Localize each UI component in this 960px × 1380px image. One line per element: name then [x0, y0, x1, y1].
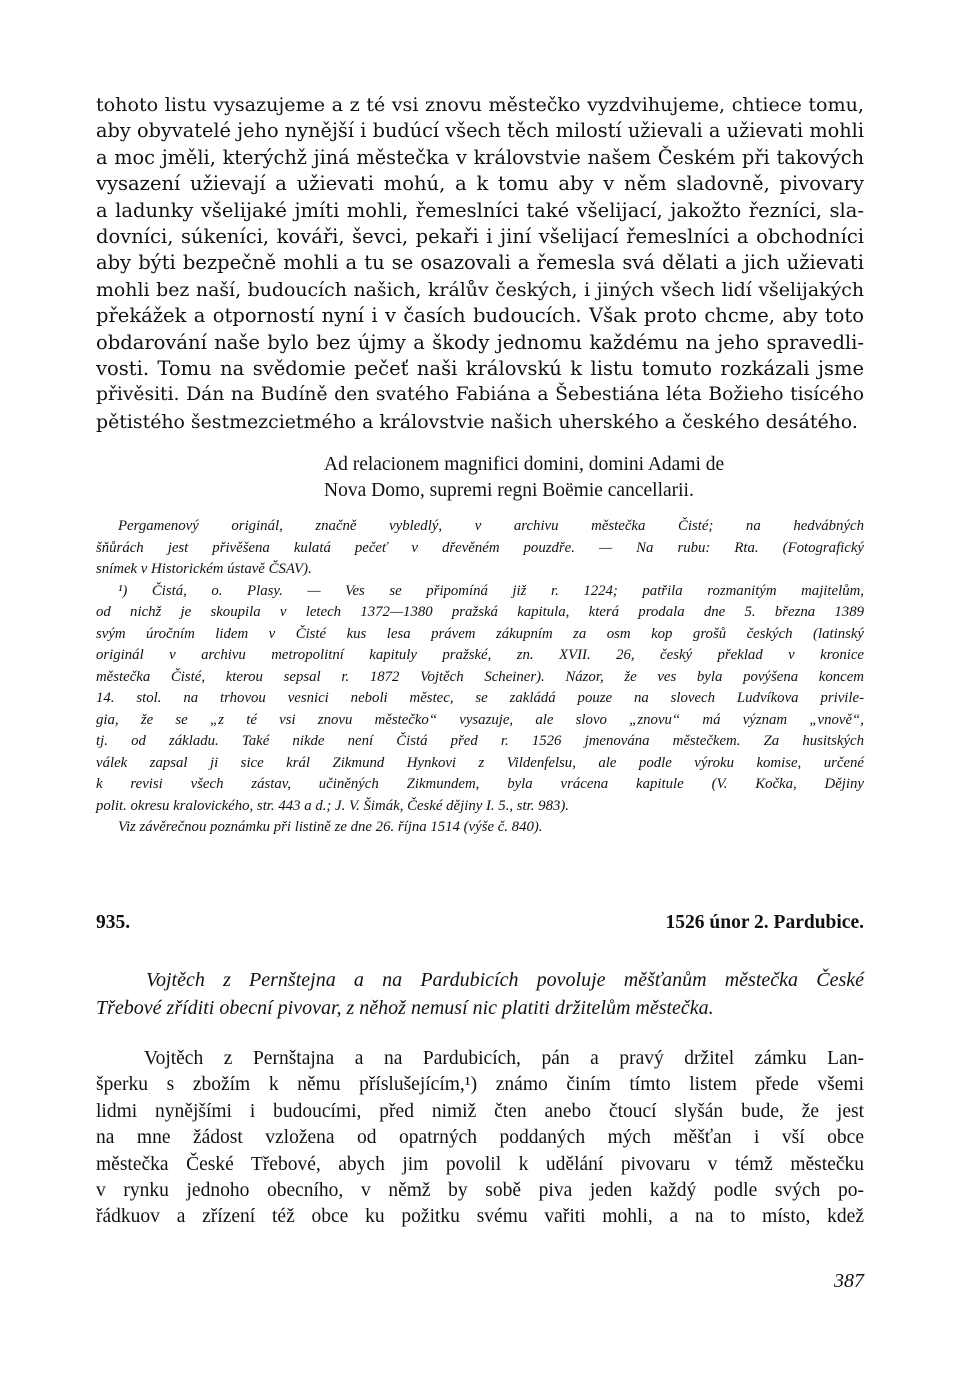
page-number: 387: [834, 1270, 864, 1292]
attestation-line: Ad relacionem magnifici domini, domini Adami de: [324, 454, 725, 475]
text-line: vysazení užievají a užievati mohú, a k tomu aby v něm sladovně, pivovary: [96, 172, 864, 196]
chancery-attestation: [324, 452, 864, 505]
body-line: řádkuov a zřízení též obce ku požitku svému vařiti mohli, a na to místo, kdež: [96, 1206, 864, 1228]
note-line: snímek v Historickém ústavě ČSAV).: [96, 561, 312, 577]
text-line: dovníci, súkeníci, kováři, ševci, pekaři i jiní všelijací řemeslníci a obchodníci: [96, 225, 864, 249]
regest: [96, 966, 864, 1022]
footnote-line: Viz závěrečnou poznámku při listině ze dne 26. října 1514 (výše č. 840).: [118, 819, 543, 835]
footnote-line: ¹) Čistá, o. Plasy. — Ves se připomíná již r. 1224; patřila rozmanitým majitelům,: [118, 582, 864, 599]
text-line: překážek a otporností nyní i v časích budoucích. Však proto chcme, aby toto: [96, 304, 864, 328]
regest-line: Vojtěch z Pernštejna a na Pardubicích povoluje měšťanům městečka České: [146, 969, 864, 991]
entry-number: 935.: [96, 912, 131, 933]
note-line: Pergamenový originál, značně vybledlý, v archivu městečka Čisté; na hedvábných: [118, 518, 864, 534]
attestation-line: Nova Domo, supremi regni Boëmie cancellarii.: [324, 480, 694, 502]
text-line: aby býti bezpečně mohli a tu se osazovali a řemesla svá dělati a jich užievati: [96, 251, 864, 275]
footnote-line: městečka Čisté, kterou sepsal r. 1872 Vojtěch Scheiner). Názor, že ves byla povýšena koncem: [96, 668, 864, 685]
text-line: pětistého šestmezcietmého a královstvie našich uherského a českého desátého.: [96, 410, 858, 433]
body-line: v rynku jednoho obecního, v němž by sobě piva jeden každý podle svých po-: [96, 1180, 864, 1202]
regest-line: Třebové zříditi obecní pivovar, z něhož nemusí nic platiti držitelům městečka.: [96, 997, 714, 1019]
text-line: a ladunky všelijaké jmíti mohli, řemeslníci také všelijací, jakožto řezníci, sla-: [96, 198, 864, 222]
footnote-line: k revisi všech zástav, učiněných Zikmundem, byla vrácena kapitule (V. Kočka, Dějiny: [96, 776, 864, 792]
body-line: Vojtěch z Pernštajna a na Pardubicích, pán a pravý držitel zámku Lan-: [144, 1048, 864, 1069]
text-line: tohoto listu vysazujeme a z té vsi znovu městečko vyzdvihujeme, chtiece tomu,: [96, 93, 864, 116]
footnote-line: tj. od základu. Také nikde není Čistá před r. 1526 jmenována městečkem. Za husitských: [96, 733, 864, 749]
text-line: obdarování naše bylo bez újmy a škody jednomu každému na jeho spravedli-: [96, 330, 864, 354]
text-line: přivěsiti. Dán na Budíně den svatého Fabiána a Šebestiána léta Božieho tisícého: [96, 384, 864, 406]
footnote-line: 14. stol. na trhovou vesnici neboli městec, se zakládá pouze na slovech Ludvíkova privile-: [96, 690, 864, 706]
footnote-line: od nichž je skoupila v letech 1372—1380 pražská kapitula, která prodala dne 5. března 1389: [96, 604, 864, 620]
body-line: na mne žádost vzložena od opatrných poddaných mých měšťan i vší obce: [96, 1127, 864, 1149]
footnote-line: svým úročním lidem v Čisté kus lesa právem zákupním za osm kop grošů českých (latinský: [96, 625, 864, 642]
footnote-line: gia, že se „z té vsi znovu městečko“ vysazuje, ale slovo „znovu“ má význam „vnově“,: [96, 711, 864, 728]
footnote-line: originál v archivu metropolitní kapituly pražské, zn. XVII. 26, český překlad v kronice: [96, 647, 864, 663]
body-line: městečka České Třebové, abych jim povolil k udělání pivovaru v témž městečku: [96, 1153, 864, 1175]
charter-text: [96, 92, 864, 435]
text-line: aby obyvatelé jeho nynější i budúcí všech těch milostí užievali a užievati mohli: [96, 119, 864, 143]
entry-date-place: 1526 únor 2. Pardubice.: [665, 912, 864, 933]
footnote-line: polit. okresu kralovického, str. 443 a d.; J. V. Šimák, České dějiny I. 5., str. 983).: [96, 797, 570, 814]
document-body: [96, 1046, 864, 1231]
text-line: mohli bez naší, budoucích našich, králův českých, i jiných všech lidí všelijakých: [96, 278, 864, 301]
text-line: a moc jměli, kterýchž jiná městečka v královstvie našem Českém při takových: [96, 145, 864, 169]
body-line: lidmi nynějšími i budoucími, před nimiž čten anebo čtoucí slyšán bude, že jest: [96, 1100, 864, 1122]
editorial-notes: [96, 516, 864, 839]
note-line: šňůrách jest přivěšena kulatá pečeť v dřevěném pouzdře. — Na rubu: Rta. (Fotografický: [96, 539, 864, 556]
entry-header: [96, 912, 864, 940]
footnote-line: válek zapsal ji sice král Zikmund Hynkovi z Vildenfelsu, ale podle výroku komise, určené: [96, 754, 864, 771]
body-line: šperku s zbožím k němu příslušejícím,¹) známo činím tímto listem přede všemi: [96, 1074, 864, 1096]
text-line: vosti. Tomu na svědomie pečeť naši královskú k listu tomuto rozkázali jsme: [96, 357, 864, 381]
